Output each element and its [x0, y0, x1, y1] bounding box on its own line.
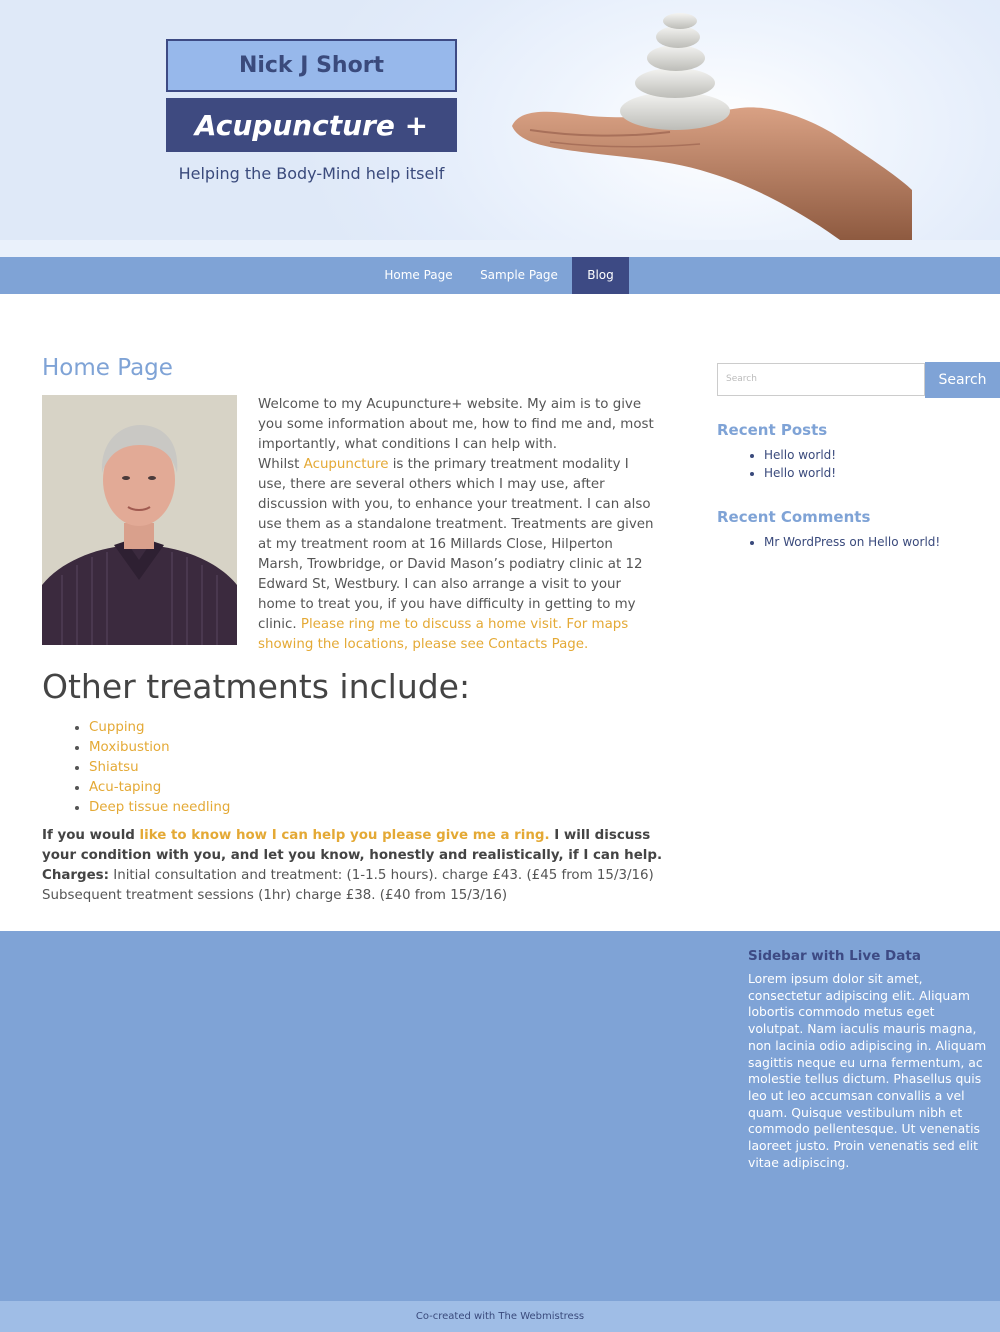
list-item [89, 718, 230, 738]
list-item [89, 758, 230, 778]
portrait-image [42, 395, 237, 645]
footer-widget-title: Sidebar with Live Data [748, 948, 921, 964]
copyright-text[interactable]: Co-created with The Webmistress [415, 1311, 585, 1322]
comment-on-text: on [849, 535, 865, 549]
recent-comments-title: Recent Comments [717, 508, 871, 526]
recent-posts-list [764, 446, 836, 482]
intro-text-fragment: Whilst [258, 457, 304, 472]
recent-posts-title: Recent Posts [717, 421, 828, 439]
treatment-link-cupping[interactable]: Cupping [89, 720, 145, 735]
contact-paragraph [42, 826, 667, 906]
recent-post-item[interactable]: • Hello world! [764, 464, 836, 482]
nav-item-home-page[interactable]: Home Page [384, 268, 453, 282]
intro-text [258, 395, 658, 655]
site-subtitle[interactable]: Acupuncture + [166, 98, 457, 152]
footer-widget-text: Lorem ipsum dolor sit amet, consectetur adipiscing elit. Aliquam lobortis commodo metus eget volutpat. Nam iaculis mauris magna, non lacinia odio adipiscing in. Aliquam sagittis neque eu urna fermentum, ac molestie tellus dictum. Phasellus quis leo ut leo accumsan convallis a vel quam. Quisque vestibulum nibh et commodo pellentesque. Ut venenatis laoreet justo. Proin venenatis sed elit vitae adipiscing. [748, 971, 987, 1170]
main-nav [0, 257, 1000, 294]
contact-bold-text: If you would [42, 828, 140, 843]
treatment-link-shiatsu[interactable]: Shiatsu [89, 760, 139, 775]
recent-comment-item [764, 533, 940, 551]
acupuncture-link[interactable]: Acupuncture [303, 457, 389, 472]
charges-text: Initial consultation and treatment: (1-1.5 hours). charge £43. (£45 from 15/3/16) Subsequent treatment sessions (1hr) charge £38. (£40 from 15/3/16) [42, 868, 654, 903]
comment-post-link[interactable]: Hello world! [868, 535, 941, 549]
portrait-photo [42, 395, 237, 645]
search-input[interactable]: Search [717, 363, 925, 396]
treatment-link-acu-taping[interactable]: Acu-taping [89, 780, 162, 795]
comment-author-link[interactable]: Mr WordPress [764, 535, 846, 549]
site-name[interactable]: Nick J Short [166, 39, 457, 92]
copyright-bar [0, 1301, 1000, 1332]
recent-post-item[interactable]: • Hello world! [764, 446, 836, 464]
header-fade [0, 240, 1000, 257]
hand-with-stones-image [510, 8, 912, 240]
home-visit-link[interactable]: Please ring me to discuss a home visit. For maps showing the locations, please see Contacts Page. [258, 617, 629, 652]
page-title: Home Page [42, 355, 173, 381]
treatment-link-moxibustion[interactable]: Moxibustion [89, 740, 170, 755]
intro-text-fragment: is the primary treatment modality I use, there are several others which I may use, after discussion with you, to enhance your treatment. I can also use them as a standalone treatment. Treatments are given at my treatment room at 16 Millards Close, Hilperton Marsh, Trowbridge, or David Mason’s podiatry clinic at 12 Edward St, Westbury. I can also arrange a visit to your home to treat you, if you have difficulty in getting to my clinic. [258, 457, 654, 632]
intro-paragraph-1: Welcome to my Acupuncture+ website. My aim is to give you some information about me, how to find me and, most importantly, what conditions I can help with. [258, 397, 654, 452]
other-treatments-heading: Other treatments include: [42, 667, 471, 706]
list-item [89, 778, 230, 798]
site-header [0, 0, 1000, 257]
treatment-link-deep-tissue-needling[interactable]: Deep tissue needling [89, 800, 231, 815]
intro-paragraph-2 [258, 455, 658, 655]
list-item [89, 738, 230, 758]
search-button[interactable]: Search [925, 362, 1000, 398]
list-item [89, 798, 230, 818]
site-tagline: Helping the Body-Mind help itself [178, 164, 445, 183]
treatments-list [89, 718, 230, 818]
contact-bold-text: I will discuss your condition with you, and let you know, honestly and realistically, if I can help. Charges: [42, 828, 663, 883]
recent-comments-list [764, 533, 940, 551]
nav-item-sample-page[interactable]: Sample Page [480, 268, 558, 282]
nav-item-blog[interactable]: Blog [572, 257, 629, 294]
give-me-a-ring-link[interactable]: like to know how I can help you please give me a ring. [139, 828, 550, 843]
